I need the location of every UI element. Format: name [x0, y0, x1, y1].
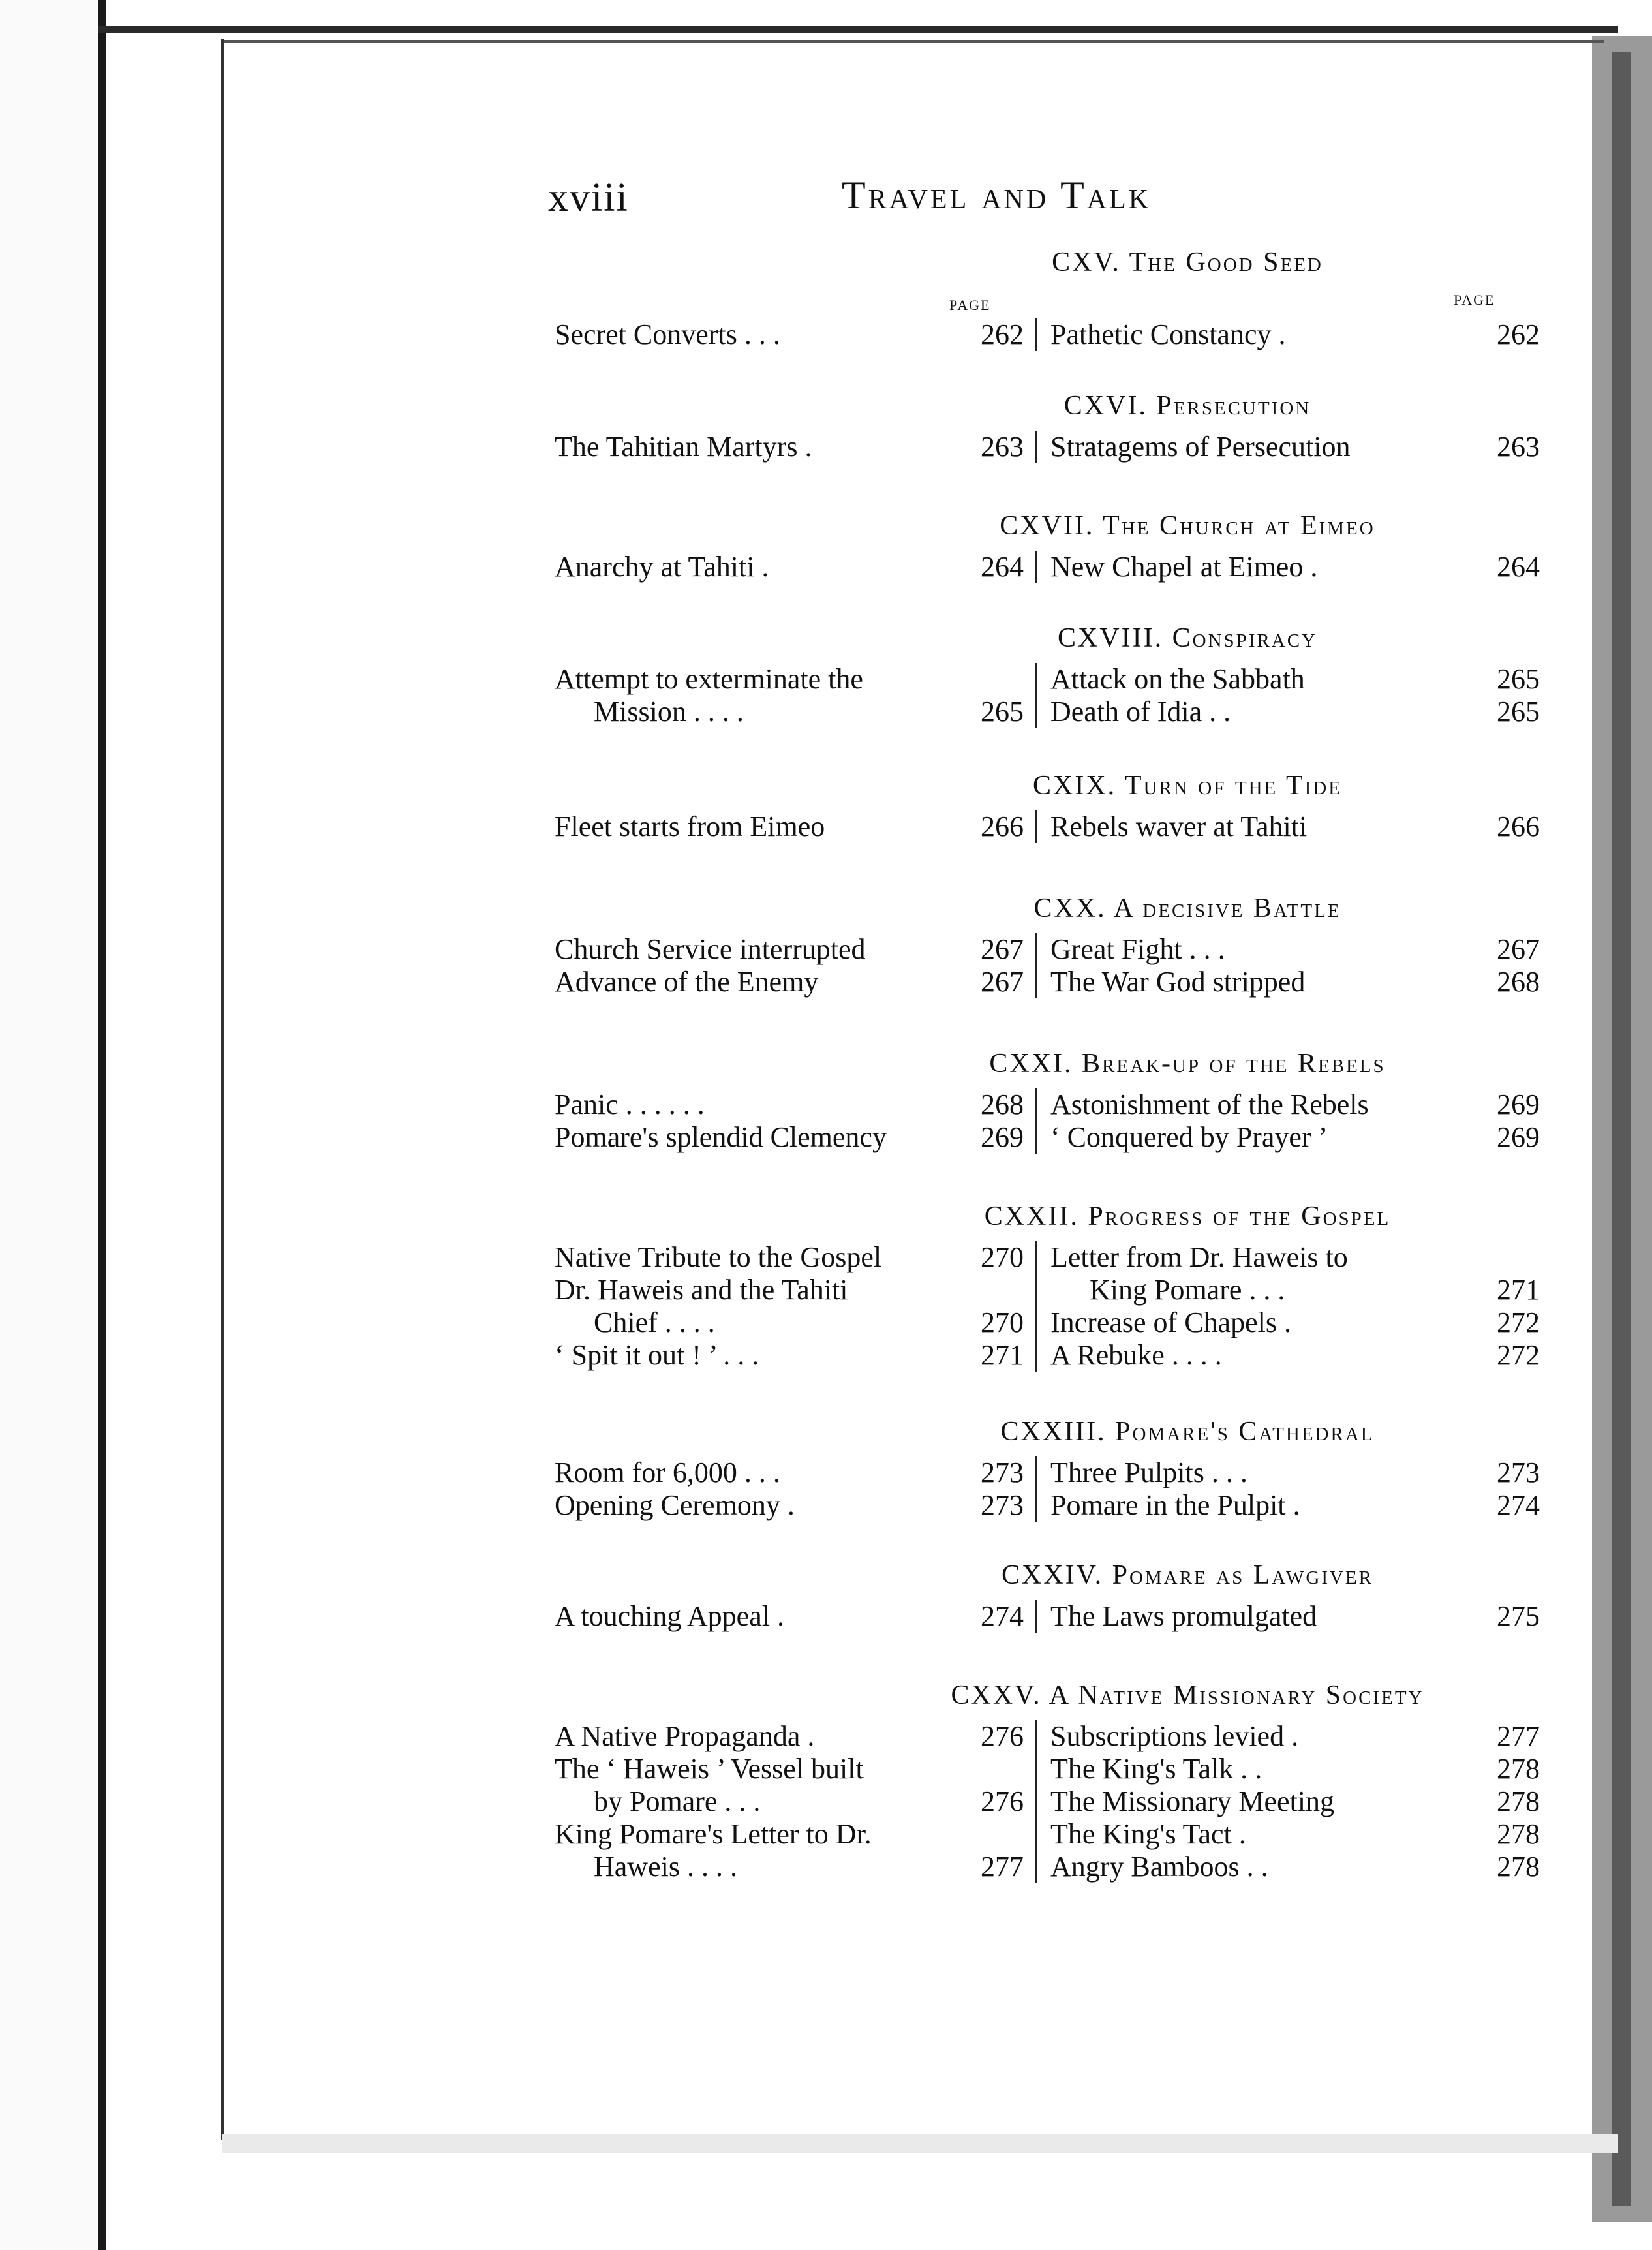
entry-title: A Native Propaganda .: [555, 1720, 815, 1752]
toc-entry[interactable]: [1050, 663, 1540, 696]
entry-title: Fleet starts from Eimeo: [555, 810, 825, 842]
entry-page: 276: [981, 1785, 1024, 1817]
entry-page: 277: [1497, 1720, 1540, 1752]
entry-page: 273: [981, 1456, 1024, 1488]
entry-title: Stratagems of Persecution: [1050, 431, 1351, 463]
entry-page: 273: [1497, 1456, 1540, 1488]
entry-page: [971, 1753, 1024, 1785]
scan-edge-top: [98, 26, 1618, 33]
entry-title: The ‘ Haweis ’ Vessel built: [555, 1753, 864, 1785]
entry-title: Chief . . . .: [594, 1306, 715, 1338]
chapter-columns: [555, 318, 1540, 351]
left-column: [555, 1088, 1037, 1154]
chapter-columns: [555, 1456, 1540, 1522]
chapter-columns: [555, 810, 1540, 843]
chapter-title: CXV. The Good Seed: [1052, 247, 1323, 277]
entry-page: 270: [981, 1306, 1024, 1338]
entry-page: 264: [981, 551, 1024, 583]
entry-page: [971, 1818, 1024, 1851]
toc-entry[interactable]: [1050, 1753, 1540, 1785]
chapter-columns: [555, 1600, 1540, 1633]
toc-entry[interactable]: [555, 933, 1024, 966]
entry-title: Death of Idia . .: [1050, 696, 1231, 728]
chapter-title: CXXIII. Pomare's Cathedral: [1000, 1417, 1375, 1447]
entry-title: Church Service interrupted: [555, 933, 866, 965]
entry-page: 266: [981, 810, 1024, 842]
entry-title: Pomare's splendid Clemency: [555, 1121, 887, 1153]
entry-page: 265: [1497, 663, 1540, 695]
toc-entry[interactable]: [555, 1306, 1024, 1339]
toc-entry[interactable]: [1050, 1818, 1540, 1851]
toc-entry[interactable]: [1050, 810, 1540, 843]
chapter-columns: [555, 663, 1540, 728]
entry-title: The King's Tact .: [1050, 1818, 1246, 1850]
chapter-title: CXVI. Persecution: [1063, 391, 1311, 421]
left-column: [555, 933, 1037, 998]
entry-title: Rebels waver at Tahiti: [1050, 810, 1308, 842]
entry-title: The King's Talk . .: [1050, 1753, 1262, 1785]
chapter-block: [555, 247, 1540, 351]
right-column: [1037, 318, 1540, 351]
entry-page: 262: [981, 318, 1024, 350]
entry-title: A Rebuke . . . .: [1050, 1339, 1222, 1371]
entry-title: King Pomare . . .: [1090, 1274, 1285, 1306]
toc-entry[interactable]: [1050, 1600, 1540, 1633]
chapter-title: CXVII. The Church at Eimeo: [1000, 511, 1375, 541]
entry-page: 278: [1497, 1785, 1540, 1817]
chapter-block: [555, 510, 1540, 583]
chapter-columns: [555, 1088, 1540, 1154]
right-column: [1037, 1456, 1540, 1522]
entry-title: The Tahitian Martyrs .: [555, 431, 812, 463]
book-spine-shadow: [1612, 52, 1631, 2206]
toc-entry[interactable]: [1050, 1088, 1540, 1121]
toc-entry[interactable]: [1050, 1339, 1540, 1372]
toc-entry[interactable]: [1050, 318, 1540, 351]
entry-page: 267: [981, 966, 1024, 998]
entry-page: 273: [981, 1489, 1024, 1521]
entry-page: 269: [1497, 1088, 1540, 1120]
toc-entry[interactable]: [555, 1785, 1024, 1818]
entry-page: 270: [981, 1241, 1024, 1273]
entry-page: 271: [1497, 1274, 1540, 1306]
entry-title: New Chapel at Eimeo .: [1050, 551, 1318, 583]
toc-entry[interactable]: [1050, 551, 1540, 583]
chapter-block: [555, 390, 1540, 463]
entry-title: Advance of the Enemy: [555, 966, 819, 998]
entry-page: 278: [1497, 1818, 1540, 1850]
toc-entry[interactable]: [555, 1818, 1024, 1851]
entry-title: Astonishment of the Rebels: [1050, 1088, 1369, 1120]
entry-page: 278: [1497, 1851, 1540, 1883]
chapter-title: CXXI. Break-up of the Rebels: [989, 1049, 1386, 1079]
entry-page: 263: [981, 431, 1024, 463]
toc-entry[interactable]: [555, 431, 1024, 463]
toc-entry[interactable]: [1050, 966, 1540, 998]
toc-entry[interactable]: [555, 1753, 1024, 1785]
chapter-title: CXXV. A Native Missionary Society: [951, 1680, 1424, 1710]
right-column: [1037, 663, 1540, 728]
entry-page: 267: [981, 933, 1024, 965]
toc-entry[interactable]: [555, 1274, 1024, 1306]
chapter-block: [555, 1560, 1540, 1633]
entry-page: 277: [981, 1851, 1024, 1883]
chapter-block: [555, 1048, 1540, 1154]
right-column: [1037, 1600, 1540, 1633]
toc-entry[interactable]: [1050, 1851, 1540, 1883]
entry-page: 274: [1497, 1489, 1540, 1521]
entry-title: Three Pulpits . . .: [1050, 1456, 1247, 1488]
entry-page: 267: [1497, 933, 1540, 965]
chapter-block: [555, 1416, 1540, 1522]
entry-title: Panic . . . . . .: [555, 1088, 705, 1120]
toc-entry[interactable]: [1050, 1241, 1540, 1274]
entry-title: Native Tribute to the Gospel: [555, 1241, 882, 1273]
entry-page: 272: [1497, 1306, 1540, 1338]
page-bottom-edge: [222, 2134, 1618, 2153]
left-column: [555, 1241, 1037, 1372]
entry-title: The War God stripped: [1050, 966, 1306, 998]
right-column: [1037, 933, 1540, 998]
entry-title: Dr. Haweis and the Tahiti: [555, 1274, 848, 1306]
toc-entry[interactable]: [555, 318, 1024, 351]
entry-page: 262: [1497, 318, 1540, 350]
chapter-title: CXX. A decisive Battle: [1033, 893, 1341, 923]
entry-title: Attack on the Sabbath: [1050, 663, 1305, 695]
page-number: xviii: [548, 176, 629, 220]
chapter-block: [555, 770, 1540, 843]
right-column: [1037, 551, 1540, 583]
right-column: [1037, 431, 1540, 463]
entry-title: Increase of Chapels .: [1050, 1306, 1291, 1338]
scan-margin: [0, 0, 98, 2250]
page-column-label: PAGE: [1454, 292, 1495, 308]
chapter-block: [555, 893, 1540, 998]
toc-entry[interactable]: [555, 1851, 1024, 1883]
toc-entry[interactable]: [555, 966, 1024, 998]
toc-entry[interactable]: [1050, 1489, 1540, 1522]
chapter-columns: [555, 551, 1540, 583]
toc-entry[interactable]: [555, 1241, 1024, 1274]
chapter-title: CXIX. Turn of the Tide: [1033, 771, 1342, 801]
left-column: [555, 810, 1037, 843]
entry-title: Pomare in the Pulpit .: [1050, 1489, 1300, 1521]
page-top-border: [221, 40, 1604, 43]
toc-entry[interactable]: [1050, 1720, 1540, 1753]
entry-title: The Laws promulgated: [1050, 1600, 1317, 1632]
toc-entry[interactable]: [555, 1339, 1024, 1372]
entry-title: Pathetic Constancy .: [1050, 318, 1286, 350]
left-column: [555, 1456, 1037, 1522]
toc-entry[interactable]: [1050, 1306, 1540, 1339]
entry-page: 268: [1497, 966, 1540, 998]
entry-title: Angry Bamboos . .: [1050, 1851, 1268, 1883]
toc-entry[interactable]: [1050, 1274, 1540, 1306]
toc-entry[interactable]: [555, 1456, 1024, 1489]
entry-title: The Missionary Meeting: [1050, 1785, 1335, 1817]
chapter-columns: [555, 1241, 1540, 1372]
left-column: [555, 1600, 1037, 1633]
entry-title: Secret Converts . . .: [555, 318, 780, 350]
chapter-columns: [555, 431, 1540, 463]
toc-entry[interactable]: [555, 1720, 1024, 1753]
entry-page: 268: [981, 1088, 1024, 1120]
toc-entry[interactable]: [555, 1121, 1024, 1154]
entry-title: Attempt to exterminate the: [555, 663, 863, 695]
right-column: [1037, 1241, 1540, 1372]
entry-page: 263: [1497, 431, 1540, 463]
chapter-title: CXXII. Progress of the Gospel: [984, 1201, 1391, 1231]
entry-title: Anarchy at Tahiti .: [555, 551, 769, 583]
left-column: [555, 431, 1037, 463]
entry-title: Haweis . . . .: [594, 1851, 737, 1883]
entry-page: 265: [981, 696, 1024, 728]
chapter-columns: [555, 933, 1540, 998]
entry-title: Great Fight . . .: [1050, 933, 1225, 965]
entry-page: [971, 663, 1024, 696]
left-column: [555, 1720, 1037, 1883]
entry-page: 264: [1497, 551, 1540, 583]
chapter-block: [555, 1201, 1540, 1372]
entry-title: Letter from Dr. Haweis to: [1050, 1241, 1348, 1273]
entry-title: Room for 6,000 . . .: [555, 1456, 780, 1488]
chapter-block: [555, 1680, 1540, 1883]
entry-title: ‘ Spit it out ! ’ . . .: [555, 1339, 759, 1371]
chapter-title: CXVIII. Conspiracy: [1057, 623, 1318, 653]
entry-page: 278: [1497, 1753, 1540, 1785]
chapter-block: [555, 623, 1540, 728]
entry-title: Opening Ceremony .: [555, 1489, 795, 1521]
toc-entry[interactable]: [1050, 431, 1540, 463]
entry-page: 266: [1497, 810, 1540, 842]
entry-title: Subscriptions levied .: [1050, 1720, 1299, 1752]
entry-page: 274: [981, 1600, 1024, 1632]
entry-page: 275: [1497, 1600, 1540, 1632]
entry-page: [971, 1274, 1024, 1306]
toc-entry[interactable]: [555, 810, 1024, 843]
chapter-columns: [555, 1720, 1540, 1883]
entry-title: by Pomare . . .: [594, 1785, 761, 1817]
entry-title: Mission . . . .: [594, 696, 744, 728]
right-column: [1037, 1088, 1540, 1154]
left-column: [555, 551, 1037, 583]
toc-entry[interactable]: [555, 1088, 1024, 1121]
entry-title: A touching Appeal .: [555, 1600, 784, 1632]
entry-page: 269: [1497, 1121, 1540, 1153]
toc-entry[interactable]: [1050, 1121, 1540, 1154]
entry-page: 272: [1497, 1339, 1540, 1371]
right-column: [1037, 1720, 1540, 1883]
scan-edge: [98, 0, 106, 2250]
toc-entry[interactable]: [555, 551, 1024, 583]
toc-entry[interactable]: [555, 696, 1024, 728]
chapter-title: CXXIV. Pomare as Lawgiver: [1002, 1560, 1373, 1590]
toc-entry[interactable]: [555, 1489, 1024, 1522]
toc-entry[interactable]: [1050, 1785, 1540, 1818]
toc-entry[interactable]: [555, 1600, 1024, 1633]
entry-title: King Pomare's Letter to Dr.: [555, 1818, 872, 1850]
toc-entry[interactable]: [1050, 1456, 1540, 1489]
right-column: [1037, 810, 1540, 843]
entry-title: ‘ Conquered by Prayer ’: [1050, 1121, 1328, 1153]
toc-entry[interactable]: [1050, 696, 1540, 728]
entry-page: 269: [981, 1121, 1024, 1153]
entry-page: 271: [981, 1339, 1024, 1371]
page-left-border: [221, 39, 224, 2140]
page-column-label: PAGE: [949, 297, 991, 313]
entry-page: 276: [981, 1720, 1024, 1752]
entry-page: 265: [1497, 696, 1540, 728]
entry-page: [1488, 1241, 1540, 1274]
running-title: Travel and Talk: [842, 174, 1152, 217]
left-column: [555, 318, 1037, 351]
left-column: [555, 663, 1037, 728]
toc-entry[interactable]: [1050, 933, 1540, 966]
toc-entry[interactable]: [555, 663, 1024, 696]
